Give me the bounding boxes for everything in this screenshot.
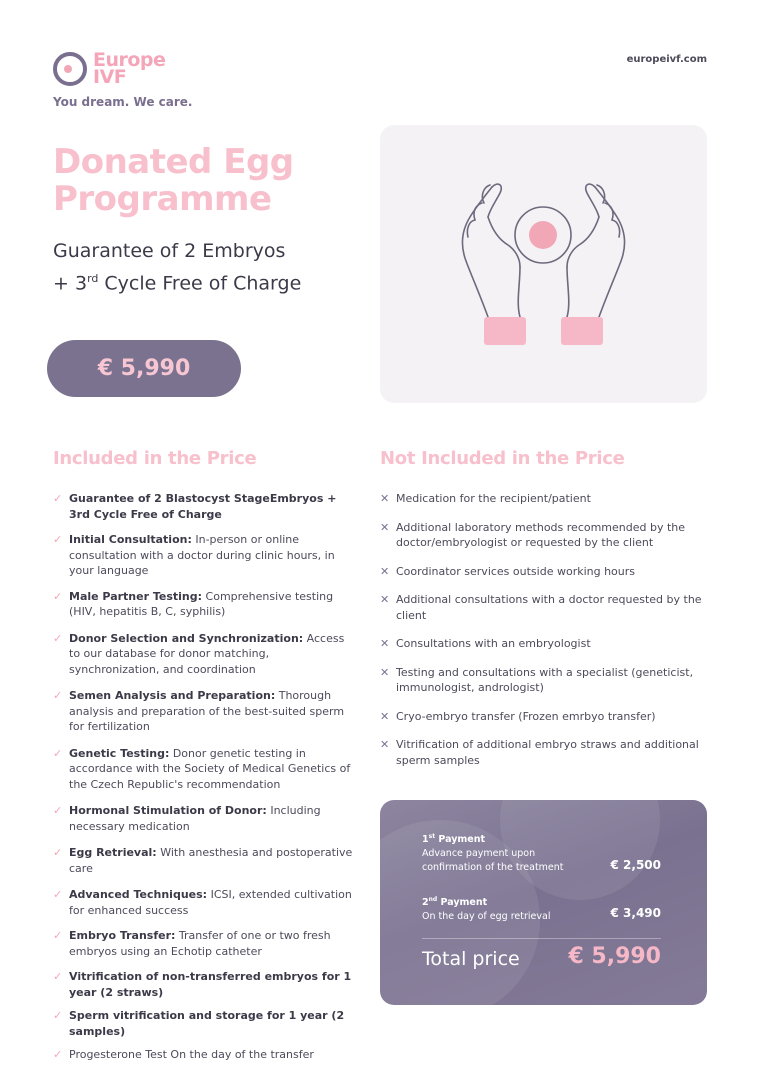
tagline: You dream. We care.	[53, 95, 193, 109]
second-payment-amount: € 3,490	[610, 906, 661, 920]
payment-summary-card	[380, 800, 707, 1005]
included-item-title: Semen Analysis and Preparation:	[69, 689, 276, 702]
included-item	[53, 969, 358, 1000]
check-icon: ✓	[53, 746, 63, 760]
not-included-item	[380, 564, 707, 580]
included-item	[53, 803, 358, 834]
first-payment-desc-2: confirmation of the treatment	[422, 862, 564, 874]
included-item-text: Donor genetic testing in accordance with the Society of Medical Genetics of the Czech Republic's recommendation	[69, 746, 351, 791]
cross-icon: ✕	[380, 520, 390, 534]
included-item-text: With anesthesia and postoperative care	[69, 846, 353, 875]
not-included-item-text: Cryo-embryo transfer (Frozen emrbyo transfer)	[396, 709, 656, 723]
check-icon: ✓	[53, 929, 63, 942]
not-included-item	[380, 636, 707, 652]
not-included-item	[380, 665, 707, 696]
not-included-item-text: Additional laboratory methods recommended by the doctor/embryologist or requested by the client	[396, 520, 686, 549]
not-included-list	[380, 491, 707, 781]
subtitle-line-2: + 3rd Cycle Free of Charge	[53, 272, 302, 295]
title-line-2: Programme	[53, 179, 272, 219]
hands-egg-icon	[380, 125, 707, 403]
included-item	[53, 1047, 358, 1063]
subtitle-line-1: Guarantee of 2 Embryos	[53, 240, 286, 262]
logo-line-2: IVF	[93, 66, 127, 88]
divider	[422, 938, 661, 939]
check-icon: ✓	[53, 846, 63, 859]
cross-icon: ✕	[380, 564, 390, 578]
not-included-item-text: Additional consultations with a doctor requested by the client	[396, 593, 702, 622]
included-heading: Included in the Price	[53, 448, 257, 469]
included-item-title: Guarantee of 2 Blastocyst StageEmbryos + 3rd Cycle Free of Charge	[69, 492, 337, 521]
not-included-item-text: Coordinator services outside working hours	[396, 564, 636, 578]
included-item-title: Advanced Techniques:	[69, 888, 208, 901]
included-item-title: Genetic Testing:	[69, 746, 170, 760]
included-item-title: Initial Consultation:	[69, 533, 192, 546]
not-included-item	[380, 520, 707, 551]
second-payment: 2nd Payment On the day of egg retrieval € 3,490	[422, 896, 661, 923]
not-included-item	[380, 709, 707, 725]
included-item	[53, 631, 358, 678]
subtitle	[53, 237, 353, 297]
included-item-title: Sperm vitrification and storage for 1 year (2 samples)	[69, 1009, 345, 1038]
included-item	[53, 887, 358, 918]
check-icon: ✓	[53, 492, 63, 505]
included-item-title: Egg Retrieval:	[69, 846, 157, 859]
included-item-text: Thorough analysis and preparation of the best-suited sperm for fertilization	[69, 689, 345, 733]
logo	[53, 49, 166, 88]
check-icon: ✓	[53, 1048, 63, 1061]
included-item-title: Male Partner Testing:	[69, 589, 203, 603]
included-item	[53, 491, 358, 522]
included-item	[53, 845, 358, 876]
check-icon: ✓	[53, 1009, 63, 1022]
cross-icon: ✕	[380, 709, 390, 723]
hands-holding-egg-illustration	[380, 125, 707, 403]
included-item-title: Donor Selection and Synchronization:	[69, 631, 304, 645]
title-line-1: Donated Egg	[53, 142, 294, 182]
included-item	[53, 532, 358, 579]
logo-wordmark	[93, 49, 166, 88]
second-payment-desc: On the day of egg retrieval	[422, 911, 551, 923]
included-item-title: Embryo Transfer:	[69, 929, 176, 942]
check-icon: ✓	[53, 804, 63, 817]
included-item-text: Including necessary medication	[69, 804, 321, 833]
price-badge: € 5,990	[47, 340, 241, 397]
check-icon: ✓	[53, 970, 63, 983]
not-included-heading: Not Included in the Price	[380, 448, 625, 469]
not-included-item-text: Medication for the recipient/patient	[396, 492, 591, 505]
cross-icon: ✕	[380, 492, 390, 505]
check-icon: ✓	[53, 589, 63, 603]
check-icon: ✓	[53, 533, 63, 546]
first-payment: 1st Payment Advance payment upon confirmation of the treatment € 2,500	[422, 833, 661, 874]
included-list	[53, 491, 358, 1063]
cross-icon: ✕	[380, 738, 390, 751]
page-title	[53, 144, 353, 218]
included-item-text: ICSI, extended cultivation for enhanced success	[69, 888, 352, 917]
included-item-text: Transfer of one or two fresh embryos using an Echotip catheter	[69, 929, 331, 958]
first-payment-desc-1: Advance payment upon	[422, 848, 536, 860]
check-icon: ✓	[53, 631, 63, 645]
cross-icon: ✕	[380, 593, 390, 606]
included-item	[53, 1008, 358, 1039]
not-included-item-text: Testing and consultations with a specialist (geneticist, immunologist, andrologist)	[396, 665, 694, 694]
included-item	[53, 746, 358, 793]
cross-icon: ✕	[380, 637, 390, 650]
included-item-text: Access to our database for donor matching, synchronization, and coordination	[69, 631, 345, 676]
not-included-item-text: Consultations with an embryologist	[396, 637, 591, 650]
included-item	[53, 688, 358, 735]
not-included-item-text: Vitrification of additional embryo straws and additional sperm samples	[396, 738, 699, 767]
not-included-item	[380, 592, 707, 623]
logo-ring-icon	[53, 52, 87, 86]
total-price-amount: € 5,990	[568, 944, 661, 969]
check-icon: ✓	[53, 888, 63, 901]
included-item	[53, 589, 358, 620]
first-payment-amount: € 2,500	[610, 858, 661, 872]
not-included-item	[380, 491, 707, 507]
not-included-item	[380, 737, 707, 768]
total-price-label: Total price	[422, 948, 520, 970]
included-item-text: Progesterone Test On the day of the transfer	[69, 1048, 314, 1061]
included-item-title: Vitrification of non-transferred embryos for 1 year (2 straws)	[69, 970, 352, 999]
check-icon: ✓	[53, 689, 63, 702]
cross-icon: ✕	[380, 665, 390, 679]
included-item-text: Comprehensive testing (HIV, hepatitis B, C, syphilis)	[69, 589, 334, 618]
included-item	[53, 928, 358, 959]
included-item-title: Hormonal Stimulation of Donor:	[69, 804, 267, 817]
logo-line-1: Europe	[93, 49, 166, 71]
website-link[interactable]: europeivf.com	[626, 54, 707, 65]
included-item-text: In-person or online consultation with a doctor during clinic hours, in your language	[69, 533, 335, 577]
